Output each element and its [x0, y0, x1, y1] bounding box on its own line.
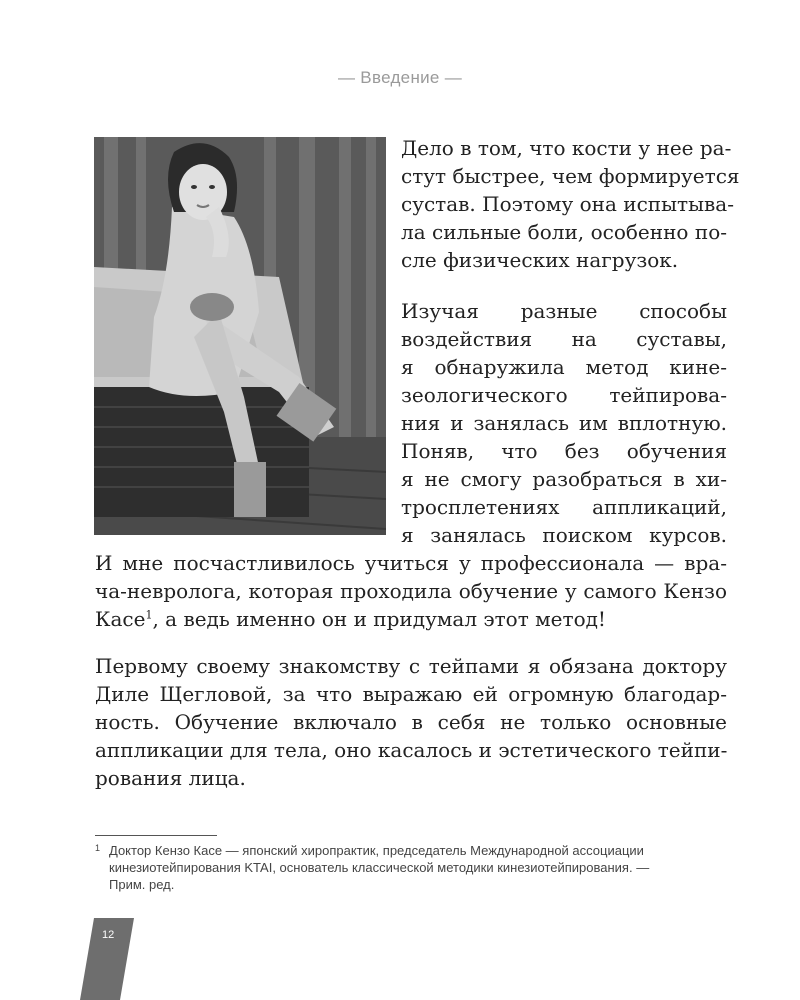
running-header: — Введение —: [337, 68, 463, 87]
text-line: Дело в том, что кости у нее ра-: [401, 136, 732, 160]
text-line: Первому своему знакомству с тейпами я обязана доктору: [95, 654, 727, 678]
text-line: стут быстрее, чем формируется: [401, 164, 740, 188]
text-fragment: , а ведь именно он и придумал этот метод!: [152, 607, 606, 631]
paragraph-1: [401, 134, 740, 274]
text-line: я занялась поиском курсов.: [401, 523, 727, 547]
paragraph-2-side: [401, 297, 727, 549]
text-line: воздействия на суставы,: [401, 327, 727, 351]
paragraph-2-full: [95, 549, 727, 633]
paragraph-3: [95, 652, 727, 792]
page-number: 12: [102, 929, 115, 941]
text-line: сле физических нагрузок.: [401, 248, 679, 272]
text-line: Диле Щегловой, за что выражаю ей огромную благодар-: [95, 682, 727, 706]
photo-girl-on-bed: [94, 137, 386, 535]
footnote-line: Прим. ред.: [109, 877, 175, 892]
text-line: Поняв, что без обучения: [401, 439, 727, 463]
photo-illustration: [94, 137, 386, 535]
text-line: тросплетениях аппликаций,: [401, 495, 727, 519]
footnote-line: кинезиотейпирования KTAI, основатель классической методики кинезиотейпирования. —: [109, 860, 650, 875]
text-line: ча-невролога, которая проходила обучение у самого Кензо: [95, 579, 727, 603]
footnote-reference[interactable]: 1: [145, 608, 153, 622]
text-line: сустав. Поэтому она испытыва-: [401, 192, 734, 216]
text-line: И мне посчастливилось учиться у профессионала — вра-: [95, 551, 727, 575]
text-line: ния и занялась им вплотную.: [401, 411, 727, 435]
text-line: ность. Обучение включало в себя не только основные: [95, 710, 727, 734]
text-line: я не смогу разобраться в хи-: [401, 467, 727, 491]
text-line: рования лица.: [95, 766, 246, 790]
footnote-divider: [95, 835, 217, 836]
text-line: зеологического тейпирова-: [401, 383, 727, 407]
footnote-line: Доктор Кензо Касе — японский хиропрактик, председатель Международной ассоциации: [109, 843, 644, 858]
text-line: аппликации для тела, оно касалось и эстетического тейпи-: [95, 738, 728, 762]
footnote: [95, 842, 735, 893]
text-line: [95, 605, 727, 633]
text-line: Изучая разные способы: [401, 299, 727, 323]
text-line: я обнаружила метод кине-: [401, 355, 727, 379]
text-fragment: Касе: [95, 607, 146, 631]
text-line: ла сильные боли, особенно по-: [401, 220, 727, 244]
footnote-mark: 1: [95, 843, 101, 853]
